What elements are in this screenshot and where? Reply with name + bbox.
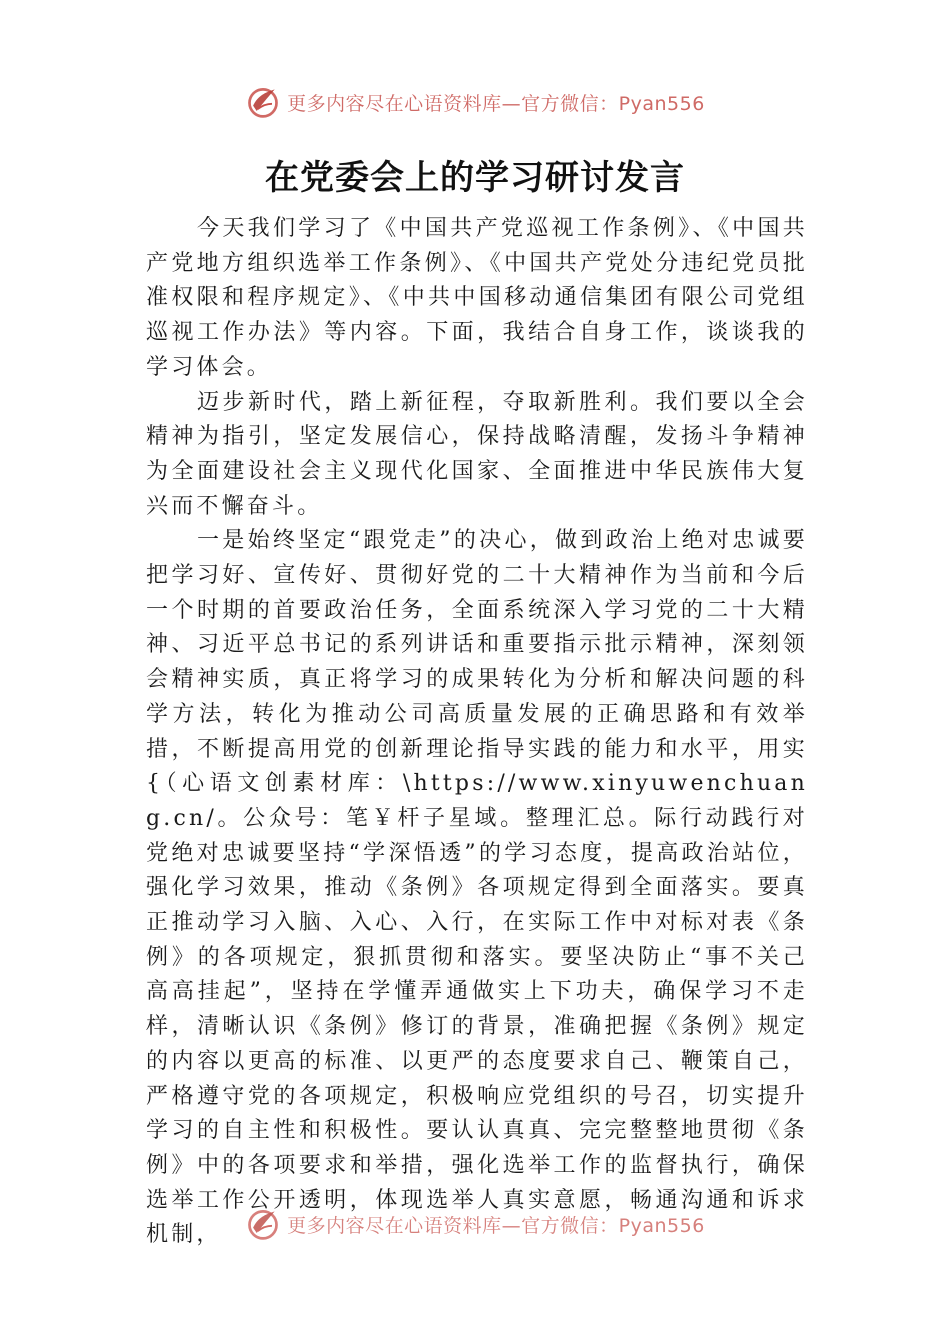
page-title: 在党委会上的学习研讨发言 [265, 158, 685, 198]
paragraph-new-era: 迈步新时代，踏上新征程，夺取新胜利。我们要以全会精神为指引，坚定发展信心，保持战略清醒，发扬斗争精神为全面建设社会主义现代化国家、全面推进中华民族伟大复兴而不懈奋斗。 [146, 389, 808, 519]
ink-brush-seal-icon [245, 84, 281, 120]
watermark-text: 更多内容尽在心语资料库—官方微信：Pyan556 [287, 1214, 705, 1237]
header-watermark [0, 82, 950, 122]
ink-brush-seal-icon [245, 1206, 281, 1242]
footer-watermark [0, 1204, 950, 1244]
watermark-text: 更多内容尽在心语资料库—官方微信：Pyan556 [287, 92, 705, 115]
paragraph-intro: 今天我们学习了《中国共产党巡视工作条例》、《中国共产党地方组织选举工作条例》、《中国共产党处分违纪党员批准权限和程序规定》、《中共中国移动通信集团有限公司党组巡视工作办法》等内容。下面，我结合自身工作，谈谈我的学习体会。 [146, 216, 808, 380]
paragraph-point-one: 一是始终坚定“跟党走”的决心，做到政治上绝对忠诚要把学习好、宣传好、贯彻好党的二十大精神作为当前和今后一个时期的首要政治任务，全面系统深入学习党的二十大精神、习近平总书记的系列讲话和重要指示批示精神，深刻领会精神实质，真正将学习的成果转化为分析和解决问题的科学方法，转化为推动公司高质量发展的正确思路和有效举措，不断提高用党的创新理论指导实践的能力和水平，用实{（心语文创素材库：\https://www.xinyuwenchuang.cn/。公众号：笔￥杆子星域。整理汇总。际行动践行对党绝对忠诚要坚持“学深悟透”的学习态度，提高政治站位，强化学习效果，推动《条例》各项规定得到全面落实。要真正推动学习入脑、入心、入行，在实际工作中对标对表《条例》的各项规定，狠抓贯彻和落实。要坚决防止“事不关己高高挂起”，坚持在学懂弄通做实上下功夫，确保学习不走样，清晰认识《条例》修订的背景，准确把握《条例》规定的内容以更高的标准、以更严的态度要求自己、鞭策自己，严格遵守党的各项规定，积极响应党组织的号召，切实提升学习的自主性和积极性。要认认真真、完完整整地贯彻《条例》中的各项要求和举措，强化选举工作的监督执行，确保选举工作公开透明，体现选举人真实意愿，畅通沟通和诉求机制， [146, 528, 808, 1248]
